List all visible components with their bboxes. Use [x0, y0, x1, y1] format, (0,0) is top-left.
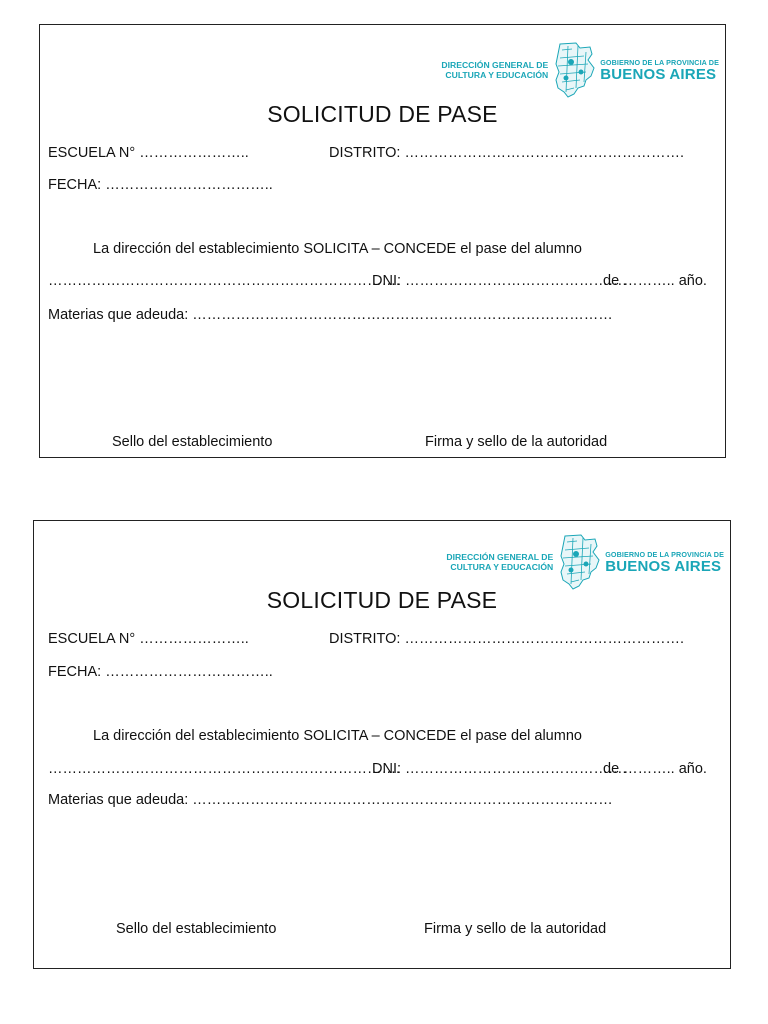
firma-label: Firma y sello de la autoridad	[425, 434, 608, 450]
dgce-line-2: CULTURA Y EDUCACIÓN	[445, 70, 549, 80]
alumno-field: ……………………………………………………………….	[48, 761, 401, 777]
form-title: SOLICITUD DE PASE	[267, 101, 498, 127]
dgce-logo-text	[441, 60, 548, 80]
year-field: de ……….. año.	[603, 273, 707, 289]
escuela-field: ESCUELA N° …………………..	[48, 145, 249, 161]
form-title: SOLICITUD DE PASE	[266, 587, 498, 613]
header-logo	[446, 533, 724, 591]
pass-request-form-2	[33, 520, 731, 969]
gob-line-1: GOBIERNO DE LA PROVINCIA DE	[600, 57, 719, 67]
pass-request-form-1	[39, 24, 726, 458]
buenos-aires-province-map-icon	[559, 534, 601, 590]
body-text: La dirección del establecimiento SOLICITA – CONCEDE el pase del alumno	[93, 241, 582, 257]
sello-label: Sello del establecimiento	[112, 434, 273, 450]
alumno-field: ……………………………………………………………….	[48, 273, 401, 289]
gob-line-1: GOBIERNO DE LA PROVINCIA DE	[605, 549, 724, 559]
dgce-line-2: CULTURA Y EDUCACIÓN	[450, 562, 554, 572]
year-field: de ……….. año.	[603, 761, 707, 777]
fecha-field: FECHA: ……………………………..	[48, 177, 273, 193]
gob-line-2: BUENOS AIRES	[605, 557, 722, 575]
distrito-field: DISTRITO: ………………………………………………….	[329, 145, 684, 161]
gob-logo-text	[600, 58, 719, 83]
buenos-aires-province-map-icon	[554, 42, 596, 98]
dgce-logo-text	[446, 552, 553, 572]
body-text: La dirección del establecimiento SOLICITA – CONCEDE el pase del alumno	[93, 728, 582, 744]
gob-line-2: BUENOS AIRES	[600, 65, 717, 83]
gob-logo-text	[605, 550, 724, 575]
header-logo	[441, 41, 719, 99]
materias-field: Materias que adeuda: ……………………………………………………………………………	[48, 307, 613, 323]
escuela-field: ESCUELA N° …………………..	[48, 631, 249, 647]
dni-field: DNI: ……………………………………….	[372, 761, 627, 777]
distrito-field: DISTRITO: ………………………………………………….	[329, 631, 684, 647]
materias-field: Materias que adeuda: ……………………………………………………………………………	[48, 792, 613, 808]
firma-label: Firma y sello de la autoridad	[424, 921, 607, 937]
sello-label: Sello del establecimiento	[116, 921, 277, 937]
dni-field: DNI: ……………………………………….	[372, 273, 627, 289]
dgce-line-1: DIRECCIÓN GENERAL DE	[441, 60, 549, 70]
dgce-line-1: DIRECCIÓN GENERAL DE	[446, 552, 554, 562]
fecha-field: FECHA: ……………………………..	[48, 664, 273, 680]
